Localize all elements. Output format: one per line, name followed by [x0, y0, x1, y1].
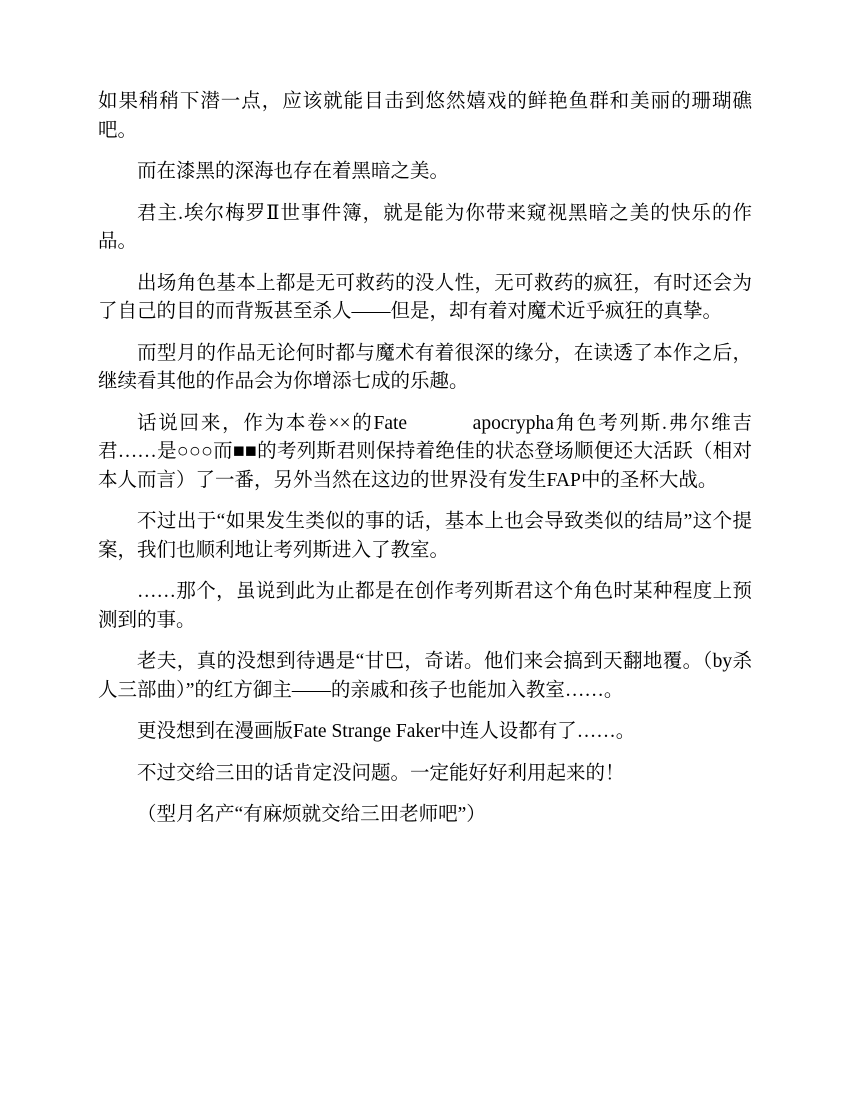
paragraph-1: 如果稍稍下潜一点，应该就能目击到悠然嬉戏的鲜艳鱼群和美丽的珊瑚礁吧。	[98, 91, 752, 141]
paragraph-11: 不过交给三田的话肯定没问题。一定能好好利用起来的！	[137, 762, 625, 784]
paragraph-7: 不过出于“如果发生类似的事的话，基本上也会导致类似的结局”这个提案，我们也顺利地让考列斯进入了教室。	[98, 511, 752, 561]
paragraph-6: 话说回来，作为本卷××的Fate apocrypha角色考列斯.弗尔维吉君……是○○○而■■的考列斯君则保持着绝佳的状态登场顺便还大活跃（相对本人而言）了一番，另外当然在这边的世界没有发生FAP中的圣杯大战。	[98, 412, 752, 491]
paragraph-12: （型月名产“有麻烦就交给三田老师吧”）	[137, 804, 486, 825]
document-body	[98, 88, 752, 830]
paragraph-2: 而在漆黑的深海也存在着黑暗之美。	[137, 161, 450, 182]
paragraph-9: 老夫，真的没想到待遇是“甘巴，奇诺。他们来会搞到天翻地覆。（by杀人三部曲）”的红方御主——的亲戚和孩子也能加入教室……。	[98, 651, 752, 701]
paragraph-3: 君主.埃尔梅罗Ⅱ世事件簿，就是能为你带来窥视黑暗之美的快乐的作品。	[98, 202, 752, 252]
paragraph-5: 而型月的作品无论何时都与魔术有着很深的缘分，在读透了本作之后，继续看其他的作品会为你增添七成的乐趣。	[98, 342, 752, 392]
paragraph-8: ……那个，虽说到此为止都是在创作考列斯君这个角色时某种程度上预测到的事。	[98, 581, 752, 631]
paragraph-10: 更没想到在漫画版Fate Strange Faker中连人设都有了……。	[137, 721, 636, 742]
paragraph-4: 出场角色基本上都是无可救药的没人性，无可救药的疯狂，有时还会为了自己的目的而背叛甚至杀人——但是，却有着对魔术近乎疯狂的真挚。	[98, 272, 752, 322]
